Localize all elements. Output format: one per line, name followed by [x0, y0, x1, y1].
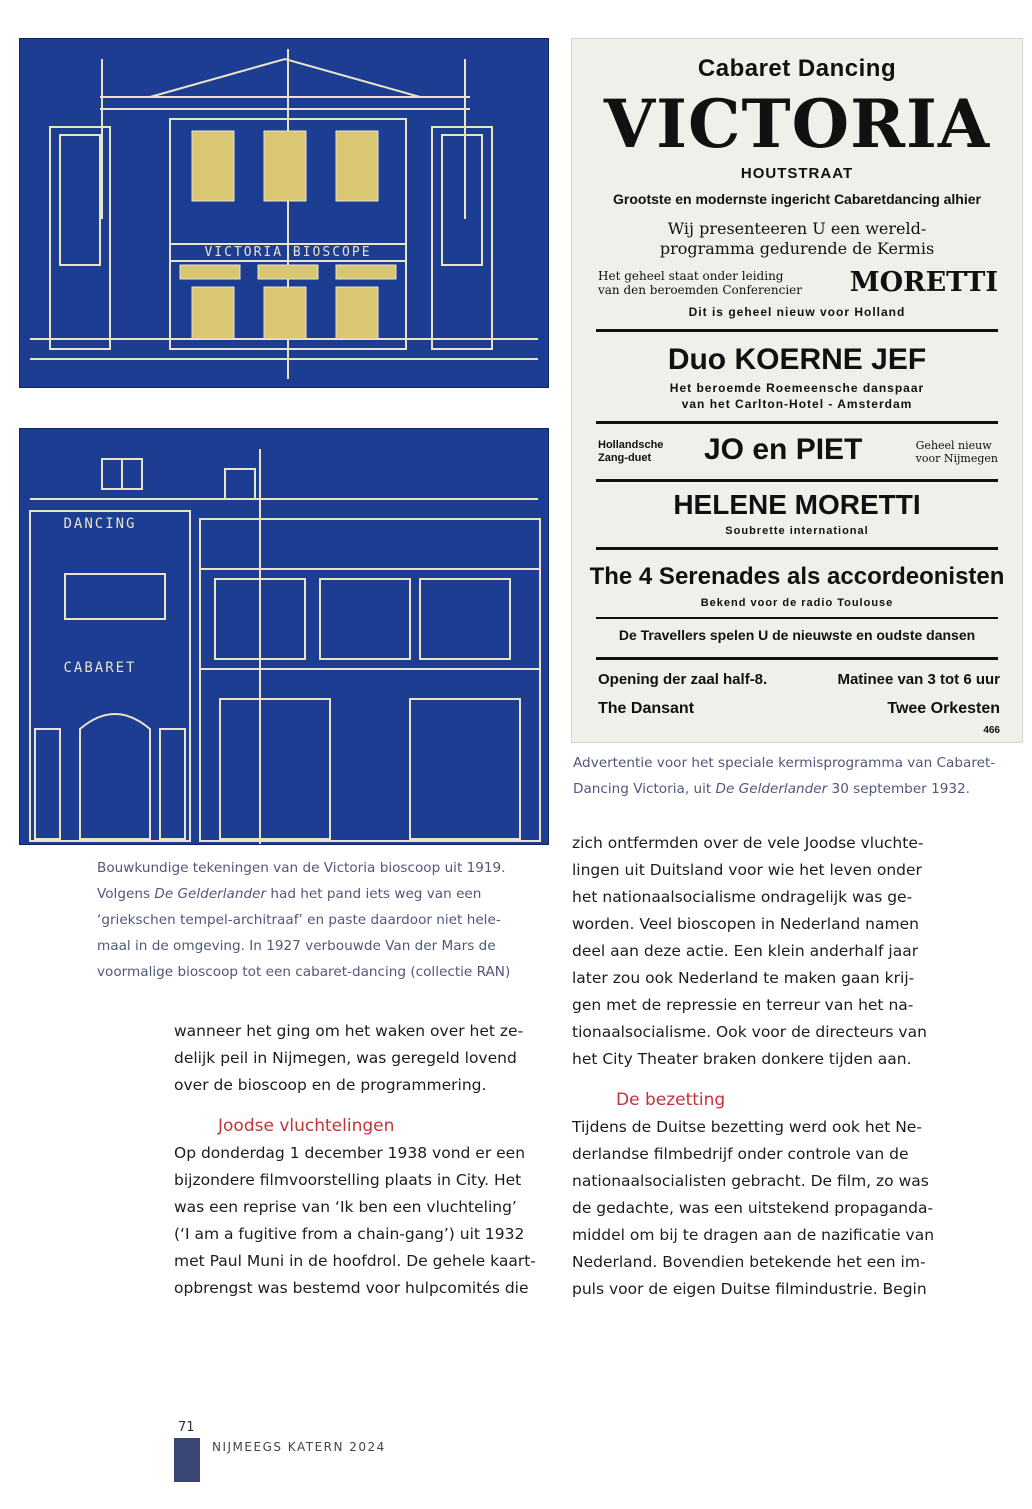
right-para-1-line-6: later zou ook Nederland te maken gaan krij-	[572, 969, 915, 987]
right-para-2-line-4: de gedachte, was een uitstekend propaganda-	[572, 1199, 934, 1217]
right-para-1-line-4: worden. Veel bioscopen in Nederland namen	[572, 915, 919, 933]
blueprint-drawing-bottom	[20, 429, 548, 844]
ad-line-11: van het Carlton-Hotel - Amsterdam	[681, 397, 913, 411]
caption-blueprints	[97, 855, 549, 985]
ad-line-17: De Travellers spelen U de nieuwste en oudste dansen	[618, 627, 976, 643]
ad-line-7c: MORETTI	[849, 267, 998, 298]
right-para-1-line-5: deel aan deze actie. Een klein anderhalf jaar	[572, 942, 919, 960]
left-para-2-line-1: Op donderdag 1 december 1938 vond er een	[174, 1144, 526, 1162]
right-para-1-line-7: gen met de repressie en terreur van het na-	[572, 996, 914, 1014]
right-para-2-line-3: nationaalsocialisten gebracht. De film, zo was	[572, 1172, 929, 1190]
right-para-1-line-8: tionaalsocialisme. Ook voor de directeurs van	[572, 1023, 927, 1041]
ad-rule-6	[596, 657, 998, 660]
ad-line-7b: van den beroemden Conferencier	[598, 283, 802, 297]
left-para-2-line-3: was een reprise van ‘Ik ben een vluchteling’	[174, 1198, 517, 1216]
ad-line-2: VICTORIA	[603, 85, 991, 163]
right-para-2-line-1: Tijdens de Duitse bezetting werd ook het Ne-	[572, 1118, 922, 1136]
ad-line-13: HELENE MORETTI	[673, 489, 921, 520]
ad-line-18b: Matinee van 3 tot 6 uur	[837, 671, 1000, 688]
right-para-1-line-2: lingen uit Duitsland voor wie het leven onder	[572, 861, 922, 879]
left-para-2-line-4: (‘I am a fugitive from a chain-gang’) uit 1932	[174, 1225, 525, 1243]
right-para-1-line-9: het City Theater braken donkere tijden aan.	[572, 1050, 912, 1068]
ad-line-10: Het beroemde Roemeensche danspaar	[669, 381, 925, 395]
caption-right-line-2-italic: De Gelderlander	[715, 781, 828, 797]
right-para-2-line-7: puls voor de eigen Duitse filmindustrie. Begin	[572, 1280, 927, 1298]
left-para-2-line-6: opbrengst was bestemd voor hulpcomités die	[174, 1279, 529, 1297]
ad-rule-2	[596, 421, 998, 424]
left-para-1-line-2: delijk peil in Nijmegen, was geregeld lovend	[174, 1049, 517, 1067]
left-para-1-line-3: over de bioscoop en de programmering.	[174, 1076, 487, 1094]
ad-line-20: 466	[983, 725, 1000, 736]
ad-line-12a: Hollandsche	[598, 439, 664, 451]
ad-line-12c: JO en PIET	[704, 433, 863, 466]
ad-line-1: Cabaret Dancing	[697, 55, 897, 82]
caption-left-line-1: Bouwkundige tekeningen van de Victoria bioscoop uit 1919.	[97, 860, 506, 876]
right-para-1-line-3: het nationaalsocialisme ondragelijk was ge-	[572, 888, 913, 906]
right-para-2-line-6: Nederland. Bovendien betekende het een im-	[572, 1253, 926, 1271]
ad-line-19a: The Dansant	[598, 700, 695, 717]
caption-left-line-2-italic: De Gelderlander	[154, 886, 267, 902]
page-number: 71	[178, 1420, 195, 1435]
left-para-1-line-1: wanneer het ging om het waken over het ze-	[174, 1022, 524, 1040]
blueprint-top-label: VICTORIA BIOSCOPE	[204, 245, 372, 260]
blueprint-drawing-top	[20, 39, 548, 387]
blueprint-bottom-label-2: CABARET	[63, 660, 137, 676]
ad-line-12d: Geheel nieuw	[915, 439, 992, 452]
right-para-2-line-2: derlandse filmbedrijf onder controle van de	[572, 1145, 909, 1163]
caption-left-line-4: maal in de omgeving. In 1927 verbouwde Van der Mars de	[97, 938, 496, 954]
caption-right-line-2-pre: Dancing Victoria, uit	[573, 781, 716, 797]
ad-rule-3	[596, 479, 998, 482]
ad-line-8: Dit is geheel nieuw voor Holland	[688, 305, 906, 319]
ad-line-15: The 4 Serenades als accordeonisten	[589, 563, 1005, 590]
ad-line-9: Duo KOERNE JEF	[667, 343, 927, 376]
caption-left-line-2-pre: Volgens	[97, 886, 155, 902]
caption-left-line-2-post: had het pand iets weg van een	[266, 886, 482, 902]
section-heading-joodse-vluchtelingen: Joodse vluchtelingen	[218, 1116, 395, 1136]
left-para-2-line-2: bijzondere filmvoorstelling plaats in City. Het	[174, 1171, 522, 1189]
ad-line-5: Wij presenteeren U een wereld-	[667, 219, 927, 238]
ad-line-12b: Zang-duet	[598, 452, 652, 464]
ad-rule-5	[596, 617, 998, 619]
ad-line-19b: Twee Orkesten	[887, 700, 1000, 717]
caption-right-line-1: Advertentie voor het speciale kermisprogramma van Cabaret-	[573, 755, 996, 771]
ad-line-16: Bekend voor de radio Toulouse	[700, 597, 894, 609]
caption-left-line-3: ‘griekschen tempel-architraaf’ en paste daardoor niet hele-	[97, 912, 501, 928]
section-heading-de-bezetting: De bezetting	[616, 1090, 726, 1110]
ad-line-7a: Het geheel staat onder leiding	[598, 269, 784, 283]
blueprint-bottom-label-1: DANCING	[63, 516, 137, 532]
ad-line-4: Grootste en modernste ingericht Cabaretdancing alhier	[613, 191, 981, 207]
right-para-1-line-1: zich ontfermden over de vele Joodse vluchte-	[572, 834, 924, 852]
blueprint-cabaret-dancing	[19, 428, 549, 845]
caption-advertisement	[573, 750, 1028, 802]
caption-left-line-5: voormalige bioscoop tot een cabaret-dancing (collectie RAN)	[97, 964, 511, 980]
blueprint-victoria-bioscope	[19, 38, 549, 388]
ad-line-3: HOUTSTRAAT	[740, 165, 854, 182]
body-column-right	[572, 830, 944, 1303]
ad-rule-4	[596, 547, 998, 550]
ad-line-18a: Opening der zaal half-8.	[598, 671, 768, 688]
footer-bar	[174, 1438, 200, 1482]
body-column-left	[174, 1018, 548, 1302]
ad-line-14: Soubrette international	[725, 525, 869, 537]
ad-line-6: programma gedurende de Kermis	[659, 239, 935, 258]
newspaper-advertisement	[571, 38, 1023, 743]
ad-rule-1	[596, 329, 998, 332]
right-para-2-line-5: middel om bij te dragen aan de nazificatie van	[572, 1226, 935, 1244]
ad-line-12e: voor Nijmegen	[915, 452, 998, 465]
caption-right-line-2-post: 30 september 1932.	[827, 781, 971, 797]
publication-title: NIJMEEGS KATERN 2024	[212, 1440, 386, 1454]
left-para-2-line-5: met Paul Muni in de hoofdrol. De gehele kaart-	[174, 1252, 536, 1270]
